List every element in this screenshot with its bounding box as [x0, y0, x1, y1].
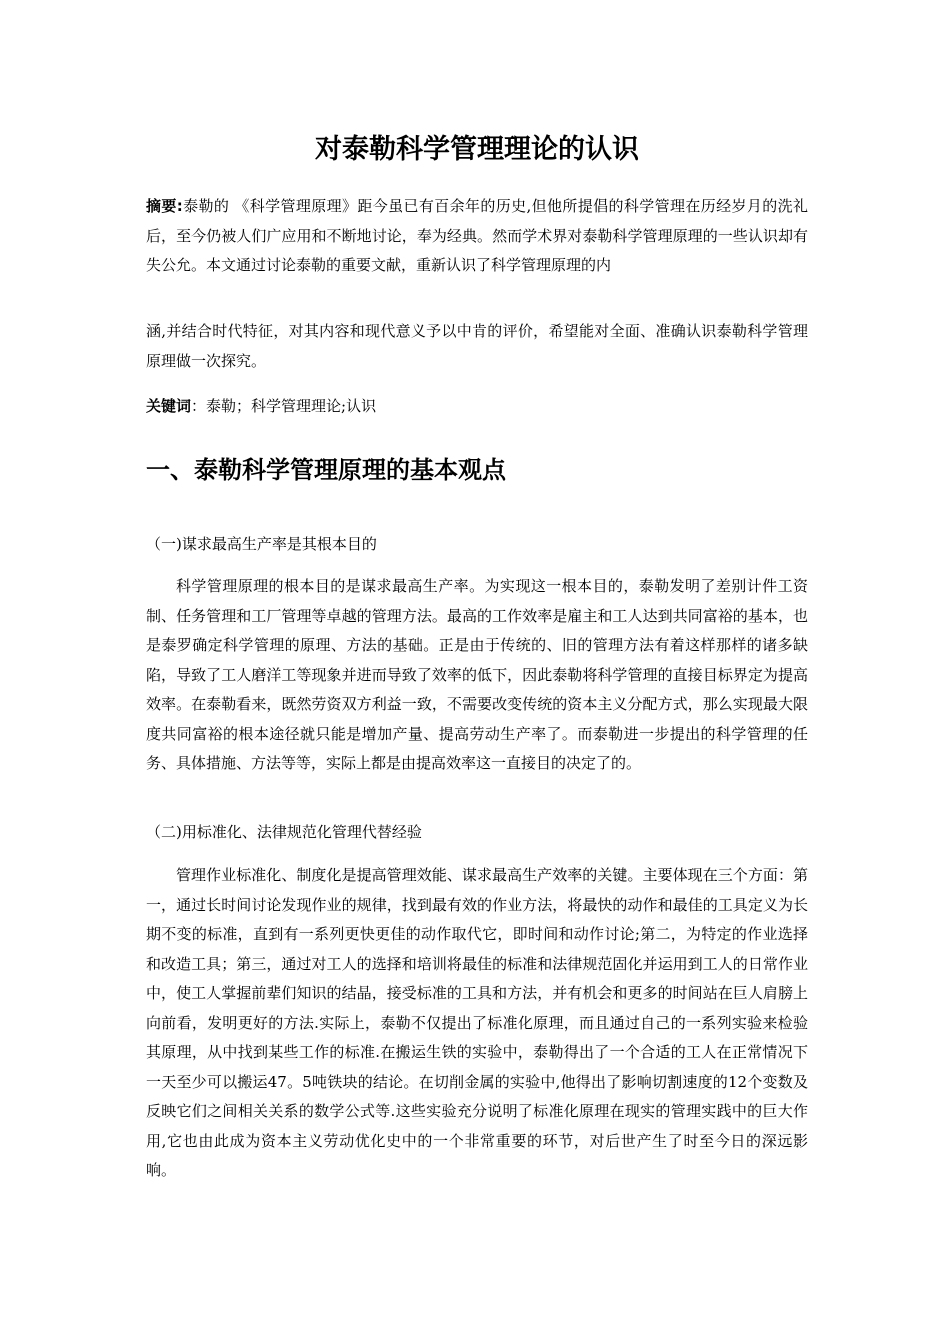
keywords-paragraph: [146, 392, 808, 422]
document-title: 对泰勒科学管理理论的认识: [315, 134, 639, 165]
abstract-continuation: 涵,并结合时代特征，对其内容和现代意义予以中肯的评价，希望能对全面、准确认识泰勒科学管理原理做一次探究。: [146, 322, 808, 370]
keywords-label: 关键词: [146, 397, 192, 415]
abstract-paragraph: [146, 192, 808, 281]
keywords-text: ：泰勒；科学管理理论;认识: [191, 397, 377, 415]
abstract-text: 泰勒的 《科学管理原理》距今虽已有百余年的历史,但他所提倡的科学管理在历经岁月的洗礼后，至今仍被人们广应用和不断地讨论，奉为经典。然而学术界对泰勒科学管理原理的一些认识却有失公允。本文通过讨论泰勒的重要文献，重新认识了科学管理原理的内: [146, 197, 808, 274]
section-heading: 一、泰勒科学管理原理的基本观点: [146, 456, 506, 484]
subsection-heading-2: （二)用标准化、法律规范化管理代替经验: [146, 823, 422, 841]
abstract-label: 摘要:: [146, 197, 183, 215]
body-paragraph-2: 管理作业标准化、制度化是提高管理效能、谋求最高生产效率的关键。主要体现在三个方面：第一，通过长时间讨论发现作业的规律，找到最有效的作业方法，将最快的动作和最佳的工具定义为长期不变的标准，直到有一系列更快更佳的动作取代它，即时间和动作讨论;第二，为特定的作业选择和改造工具；第三，通过对工人的选择和培训将最佳的标准和法律规范固化并运用到工人的日常作业中，使工人掌握前辈们知识的结晶，接受标准的工具和方法，并有机会和更多的时间站在巨人肩膀上向前看，发明更好的方法.实际上，泰勒不仅提出了标准化原理，而且通过自己的一系列实验来检验其原理，从中找到某些工作的标准.在搬运生铁的实验中，泰勒得出了一个合适的工人在正常情况下一天至少可以搬运47。5吨铁块的结论。在切削金属的实验中,他得出了影响切割速度的12个变数及反映它们之间相关关系的数学公式等.这些实验充分说明了标准化原理在现实的管理实践中的巨大作用,它也由此成为资本主义劳动优化史中的一个非常重要的环节，对后世产生了时至今日的深远影响。: [146, 866, 808, 1179]
subsection-heading-1: （一)谋求最高生产率是其根本目的: [146, 535, 377, 553]
body-paragraph-1: 科学管理原理的根本目的是谋求最高生产率。为实现这一根本目的，泰勒发明了差别计件工资制、任务管理和工厂管理等卓越的管理方法。最高的工作效率是雇主和工人达到共同富裕的基本，也是泰罗确定科学管理的原理、方法的基础。正是由于传统的、旧的管理方法有着这样那样的诸多缺陷，导致了工人磨洋工等现象并进而导致了效率的低下，因此泰勒将科学管理的直接目标界定为提高效率。在泰勒看来，既然劳资双方利益一致，不需要改变传统的资本主义分配方式，那么实现最大限度共同富裕的根本途径就只能是增加产量、提高劳动生产率了。而泰勒进一步提出的科学管理的任务、具体措施、方法等等，实际上都是由提高效率这一直接目的决定了的。: [146, 577, 808, 772]
